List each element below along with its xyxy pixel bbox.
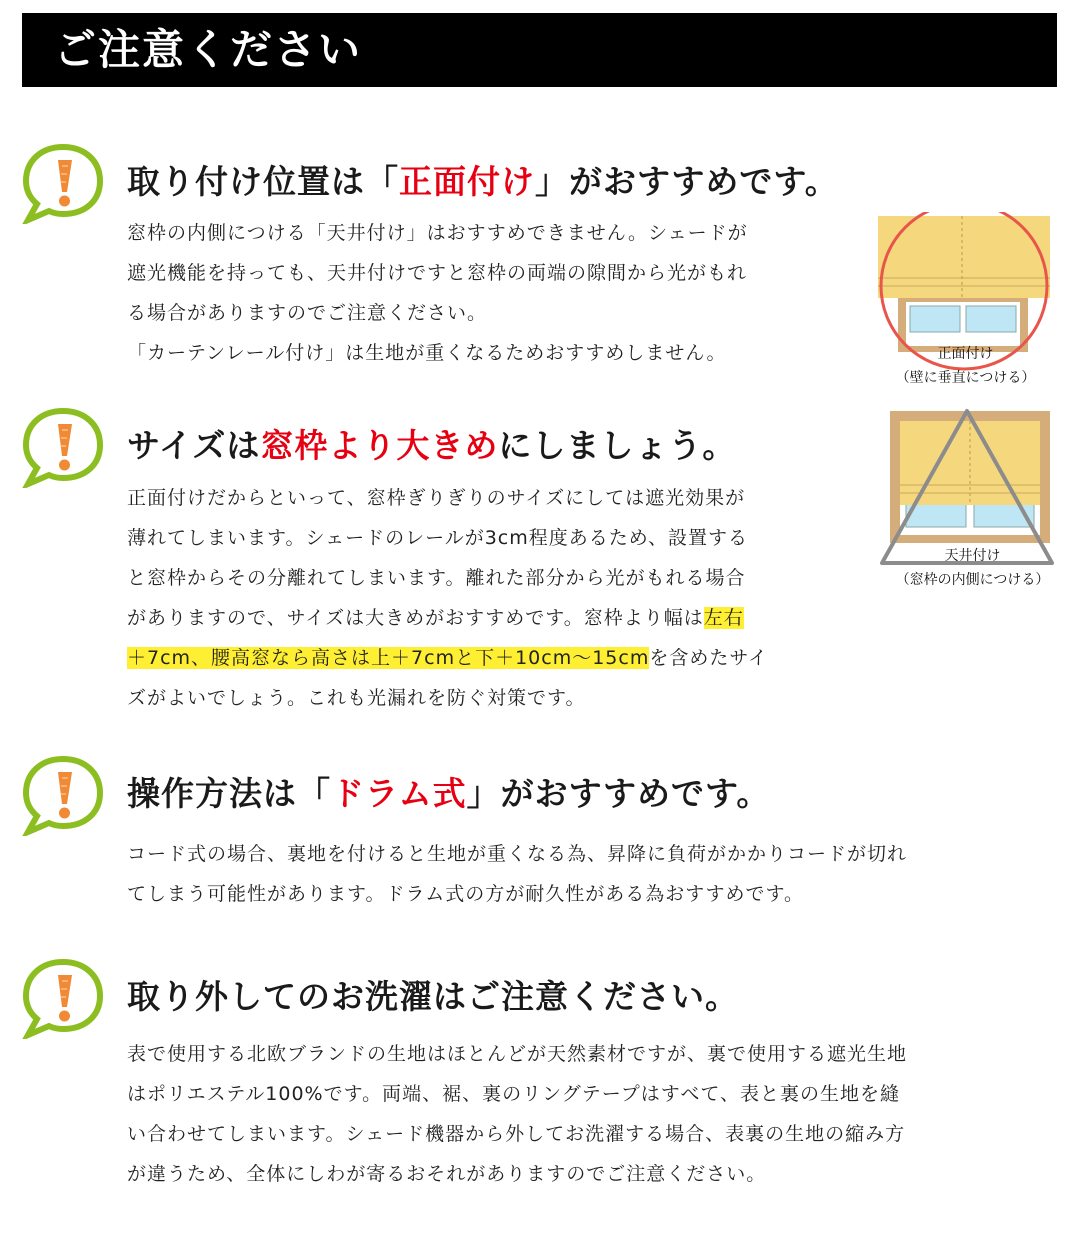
- body-line: 正面付けだからといって、窓枠ぎりぎりのサイズにしては遮光効果が: [127, 487, 746, 509]
- page-title: ご注意ください: [54, 25, 363, 74]
- body-line: てしまう可能性があります。ドラム式の方が耐久性がある為おすすめです。: [127, 883, 804, 905]
- section-heading: サイズは窓枠より大きめにしましょう。: [127, 426, 737, 465]
- body-line: と窓枠からその分離れてしまいます。離れた部分から光がもれる場合: [127, 567, 746, 589]
- exclamation-bubble-icon: [22, 754, 104, 836]
- section-header-bar: [22, 13, 1057, 87]
- exclamation-bubble-icon: [22, 957, 104, 1039]
- body-line: がありますので、サイズは大きめがおすすめです。窓枠より幅は左右: [127, 607, 744, 629]
- section-heading: 操作方法は「ドラム式」がおすすめです。: [127, 774, 771, 813]
- section-body: [127, 834, 907, 914]
- heading-emphasis: ドラム式: [331, 774, 467, 813]
- figure-note: （壁に垂直につける）: [895, 370, 1036, 386]
- figure-note: （窓枠の内側につける）: [895, 572, 1050, 588]
- body-line: る場合がありますのでご注意ください。: [127, 302, 488, 324]
- body-line: い合わせてしまいます。シェード機器から外してお洗濯する場合、表裏の生地の縮み方: [127, 1123, 906, 1145]
- body-line: 窓枠の内側につける「天井付け」はおすすめできません。シェードが: [127, 222, 748, 244]
- body-line: ズがよいでしょう。これも光漏れを防ぐ対策です。: [127, 687, 586, 709]
- highlighted-text: 左右: [703, 607, 744, 629]
- section-body: [127, 213, 748, 373]
- body-line: コード式の場合、裏地を付けると生地が重くなる為、昇降に負荷がかかりコードが切れ: [127, 843, 908, 865]
- body-line: ＋7cm、腰高窓なら高さは上＋7cmと下＋10cm〜15cmを含めたサイ: [127, 647, 769, 669]
- section-body: [127, 1034, 907, 1194]
- highlighted-text: ＋7cm、腰高窓なら高さは上＋7cmと下＋10cm〜15cm: [127, 647, 650, 669]
- section-body: [127, 478, 768, 718]
- exclamation-bubble-icon: [22, 406, 104, 488]
- window-pane-right: [966, 306, 1016, 332]
- body-line: 「カーテンレール付け」は生地が重くなるためおすすめしません。: [127, 342, 727, 364]
- heading-emphasis: 窓枠より大きめ: [260, 426, 499, 465]
- body-line: 表で使用する北欧ブランドの生地はほとんどが天然素材ですが、裏で使用する遮光生地: [127, 1043, 908, 1065]
- window-pane-left: [910, 306, 960, 332]
- figure-label: 正面付け: [937, 346, 994, 362]
- section-heading: 取り付け位置は「正面付け」がおすすめです。: [127, 162, 839, 201]
- body-line: 遮光機能を持っても、天井付けですと窓枠の両端の隙間から光がもれ: [127, 262, 748, 284]
- section-heading: 取り外してのお洗濯はご注意ください。: [127, 977, 739, 1016]
- exclamation-bubble-icon: [22, 142, 104, 224]
- heading-emphasis: 正面付け: [399, 162, 535, 201]
- body-line: が違うため、全体にしわが寄るおそれがありますのでご注意ください。: [127, 1163, 767, 1185]
- body-line: はポリエステル100%です。両端、裾、裏のリングテープはすべて、表と裏の生地を縫: [127, 1083, 901, 1105]
- body-line: 薄れてしまいます。シェードのレールが3cm程度あるため、設置する: [127, 527, 749, 549]
- figure-label: 天井付け: [944, 548, 1001, 564]
